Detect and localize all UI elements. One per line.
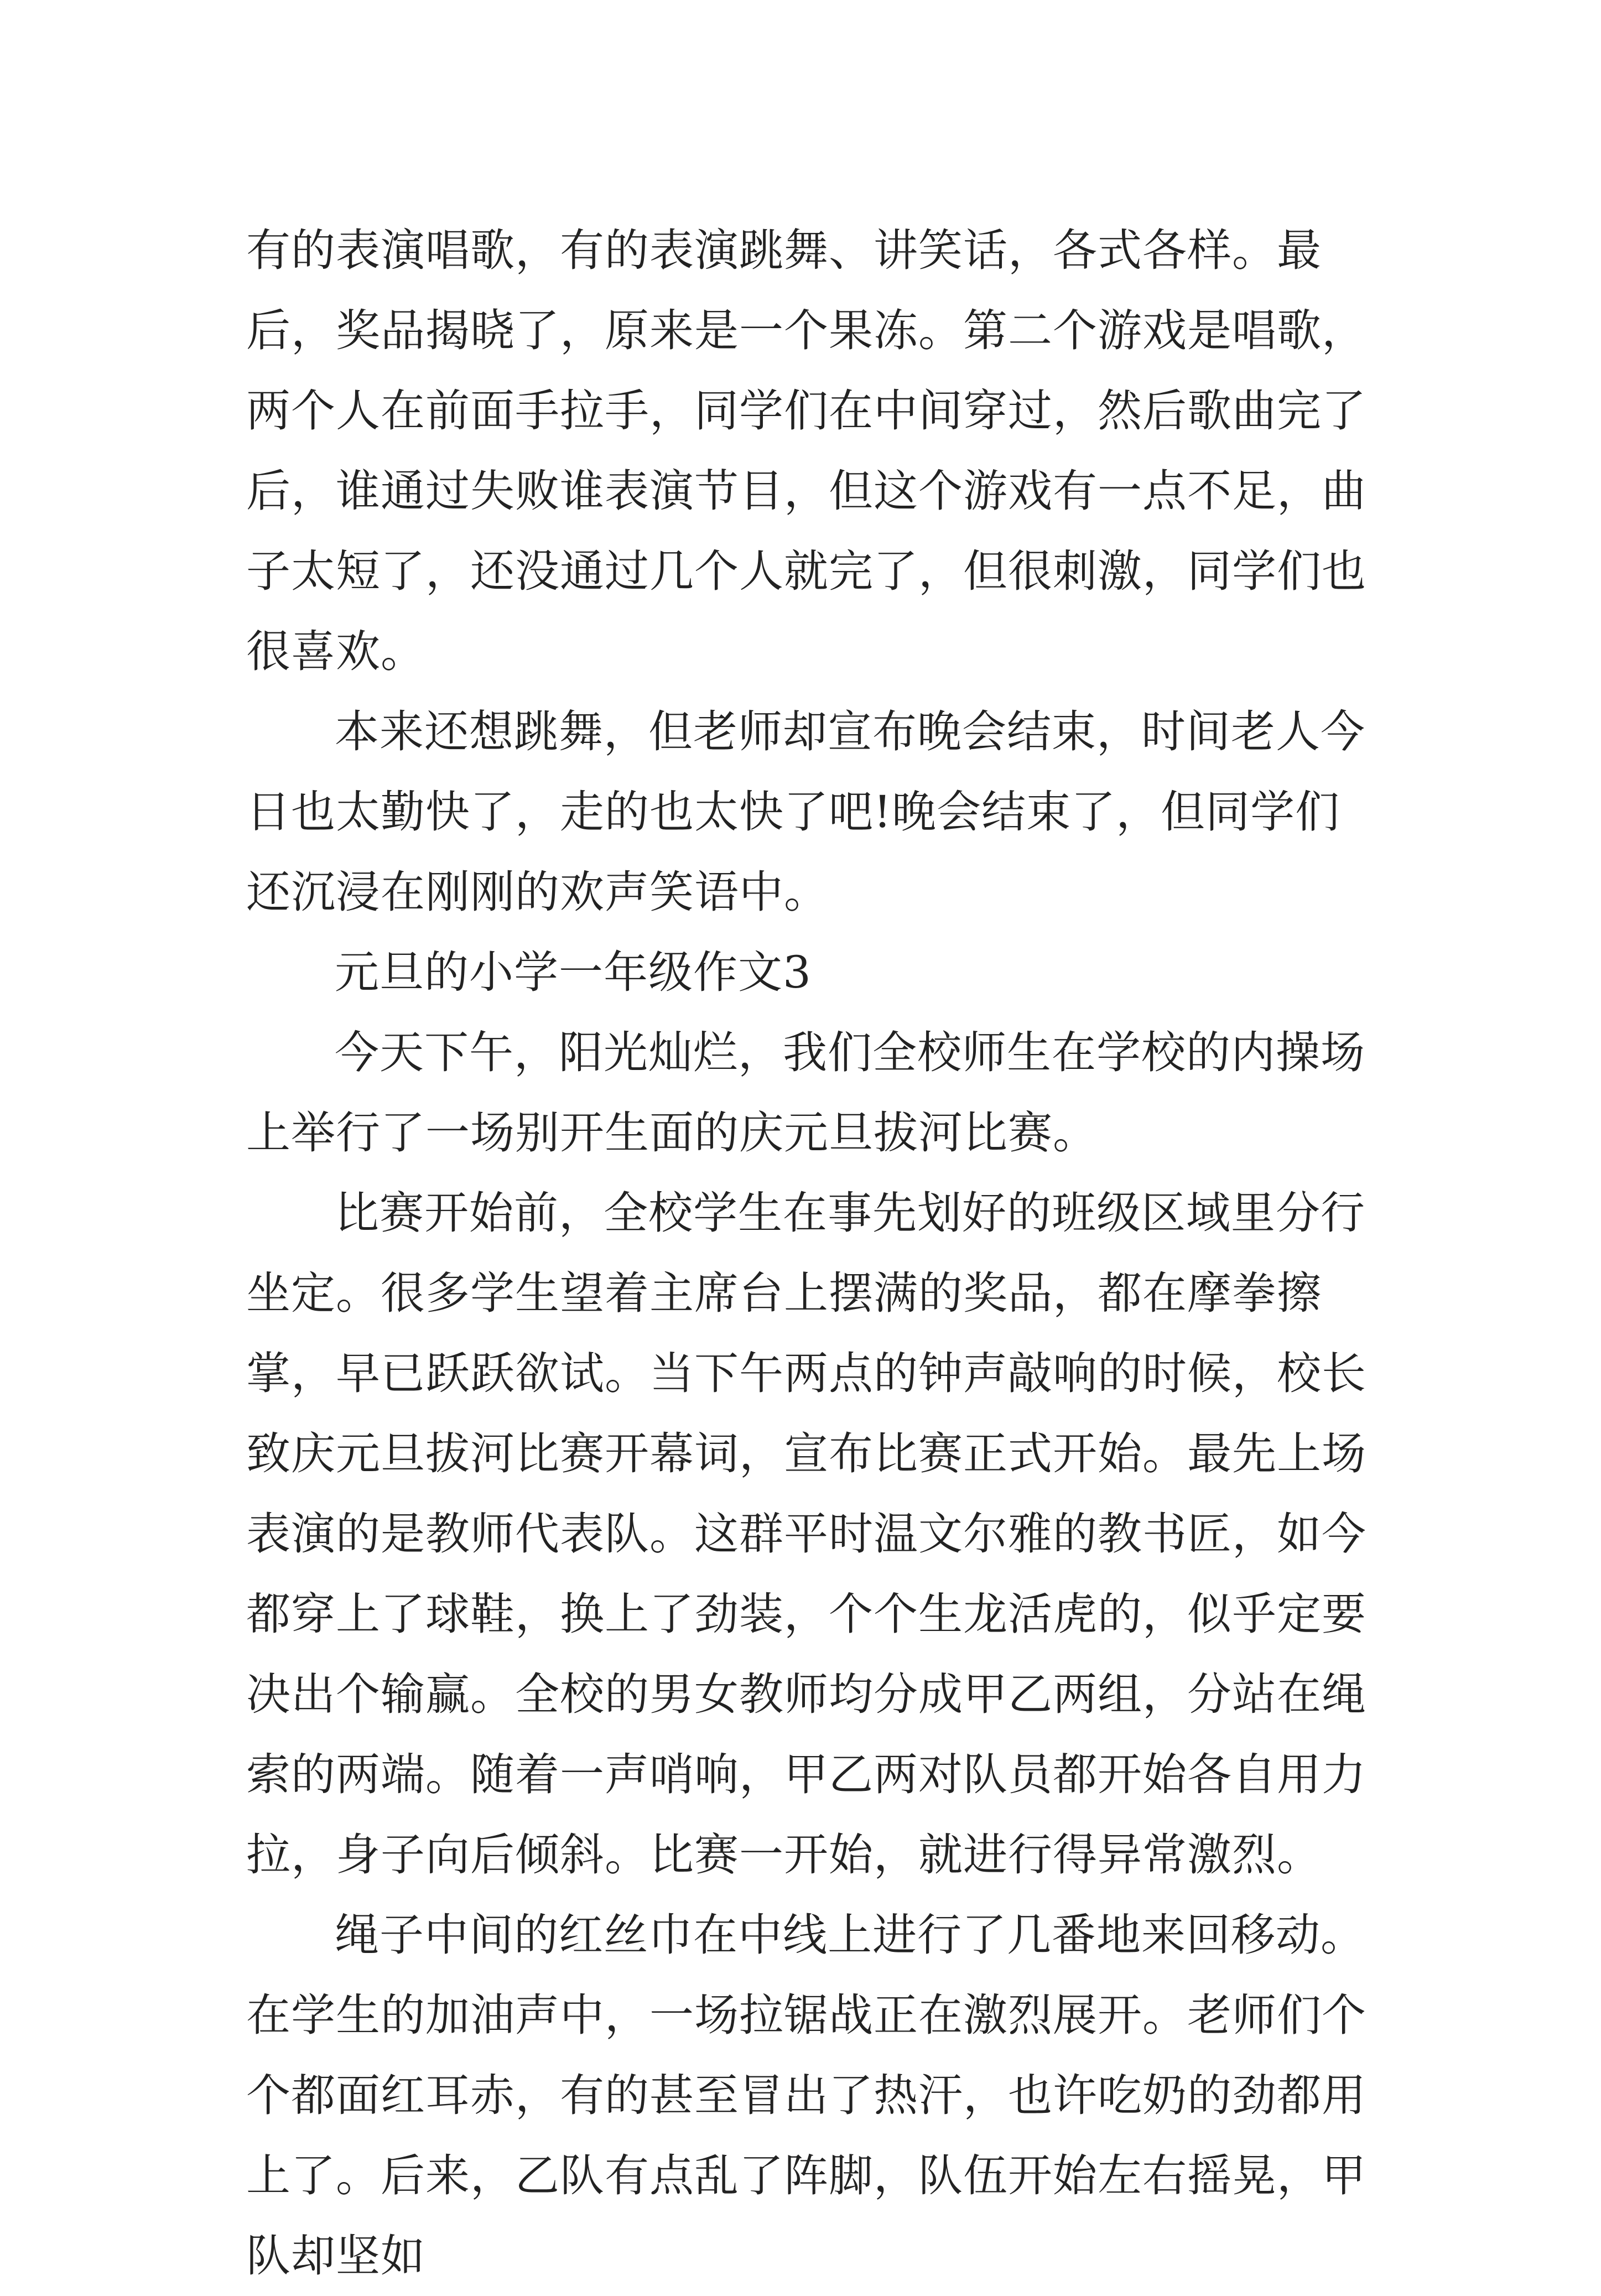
paragraph-1: 有的表演唱歌，有的表演跳舞、讲笑话，各式各样。最后，奖品揭晓了，原来是一个果冻。第二个游戏是唱歌，两个人在前面手拉手，同学们在中间穿过，然后歌曲完了后，谁通过失败谁表演节目，但这个游戏有一点不足，曲子太短了，还没通过几个人就完了，但很刺激，同学们也很喜欢。 [246,225,1366,677]
paragraph-5: 绳子中间的红丝巾在中线上进行了几番地来回移动。在学生的加油声中，一场拉锯战正在激烈展开。老师们个个都面红耳赤，有的甚至冒出了热汗，也许吃奶的劲都用上了。后来，乙队有点乱了阵脚，队伍开始左右摇晃，甲队却坚如 [246,1909,1366,2282]
paragraph-2: 本来还想跳舞，但老师却宣布晚会结束，时间老人今日也太勤快了，走的也太快了吧!晚会结束了，但同学们还沉浸在刚刚的欢声笑语中。 [246,706,1365,918]
section-heading: 元旦的小学一年级作文3 [335,947,812,998]
document-body [246,210,1369,2296]
paragraph-4: 比赛开始前，全校学生在事先划好的班级区域里分行坐定。很多学生望着主席台上摆满的奖品，都在摩拳擦掌，早已跃跃欲试。当下午两点的钟声敲响的时候，校长致庆元旦拔河比赛开幕词，宣布比赛正式开始。最先上场表演的是教师代表队。这群平时温文尔雅的教书匠，如今都穿上了球鞋，换上了劲装，个个生龙活虎的，似乎定要决出个输赢。全校的男女教师均分成甲乙两组，分站在绳索的两端。随着一声哨响，甲乙两对队员都开始各自用力拉，身子向后倾斜。比赛一开始，就进行得异常激烈。 [246,1187,1366,1881]
paragraph-3: 今天下午，阳光灿烂，我们全校师生在学校的内操场上举行了一场别开生面的庆元旦拔河比赛。 [246,1027,1365,1159]
